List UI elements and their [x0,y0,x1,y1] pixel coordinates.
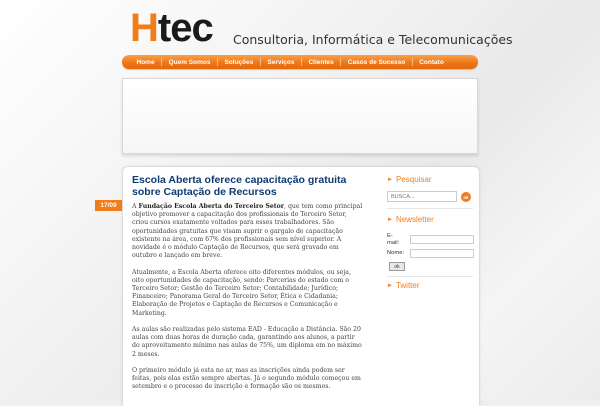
newsletter-heading: ► Newsletter [387,215,434,224]
post-title[interactable]: Escola Aberta oferece capacitação gratuita sobre Captação de Recursos [132,174,347,198]
logo-text: tec [157,6,213,50]
post-paragraph: A Fundação Escola Aberta do Terceiro Setor, que tem como principal objetivo promover a capacitação dos profissionais do Terceiro Setor, criou cursos exatamente voltados para esses trabalhadores. São oportunidades gratuitas que visam suprir o gargalo de capacitação existente na área, com 67% dos profissionais sem nível superior. A novidade é o módulo Captação de Recursos, que será gravado em outubro e lançado em breve. [132,203,363,260]
email-label: E-mail: [387,233,400,246]
nav-contato[interactable]: Contato [419,58,444,66]
nav-quem-somos[interactable]: Quem Somos [168,58,211,66]
nav-clientes[interactable]: Clientes [308,58,334,66]
arrow-right-icon: ► [387,176,393,183]
sidebar-divider [387,276,473,277]
search-input[interactable] [387,191,457,202]
newsletter-email-input[interactable] [410,235,474,244]
newsletter-name-input[interactable] [410,249,474,258]
nav-servicos[interactable]: Serviços [267,58,295,66]
post-paragraph: O primeiro módulo já esta no ar, mas as inscrições ainda podem ser feitas, pois elas estão sempre abertas. Já o segundo módulo começou em setembro e o processo de inscrição e formação são os mesmos. [132,367,361,391]
logo-h: H [130,6,158,50]
post-date-badge: 17/09 [95,200,122,211]
post-body [132,203,364,400]
arrow-right-icon: ► [387,282,393,289]
sidebar-divider [387,208,473,209]
tagline: Consultoria, Informática e Telecomunicações [233,32,513,47]
search-heading: ► Pesquisar [387,175,432,184]
org-name: Fundação Escola Aberta do Terceiro Setor [138,203,285,210]
search-button[interactable]: ok [461,192,471,202]
nav-casos-de-sucesso[interactable]: Casos de Sucesso [347,58,406,66]
name-label: Nome: [387,250,405,256]
nav-home[interactable]: Home [136,58,155,66]
post-paragraph: Atualmente, a Escola Aberta oferece oito diferentes módulos, ou seja, oito oportunidades de capacitação, sendo: Parcerias do estado com o Terceiro Setor; Gestão do Terceiro Setor; Contabilidade; Jurídico; Financeiro; Panorama Geral do Terceiro Setor, Ética e Cidadania; Elaboração de Projetos e Captação de Recursos e Comunicação e Marketing. [132,268,351,317]
banner-area [122,78,478,154]
twitter-heading: ► Twitter [387,281,420,290]
post-paragraph: As aulas são realizadas pelo sistema EAD - Educação a Distância. São 20 aulas com duas horas de duração cada, garantindo aos alunos, a partir do aproveitamento mínimo nas aulas de 75%, um diploma em no máximo 2 meses. [132,326,362,358]
htec-logo[interactable] [130,8,213,48]
arrow-right-icon: ► [387,216,393,223]
main-nav [122,55,478,69]
nav-solucoes[interactable]: Soluções [224,58,254,66]
newsletter-submit-button[interactable]: ok [389,262,405,271]
